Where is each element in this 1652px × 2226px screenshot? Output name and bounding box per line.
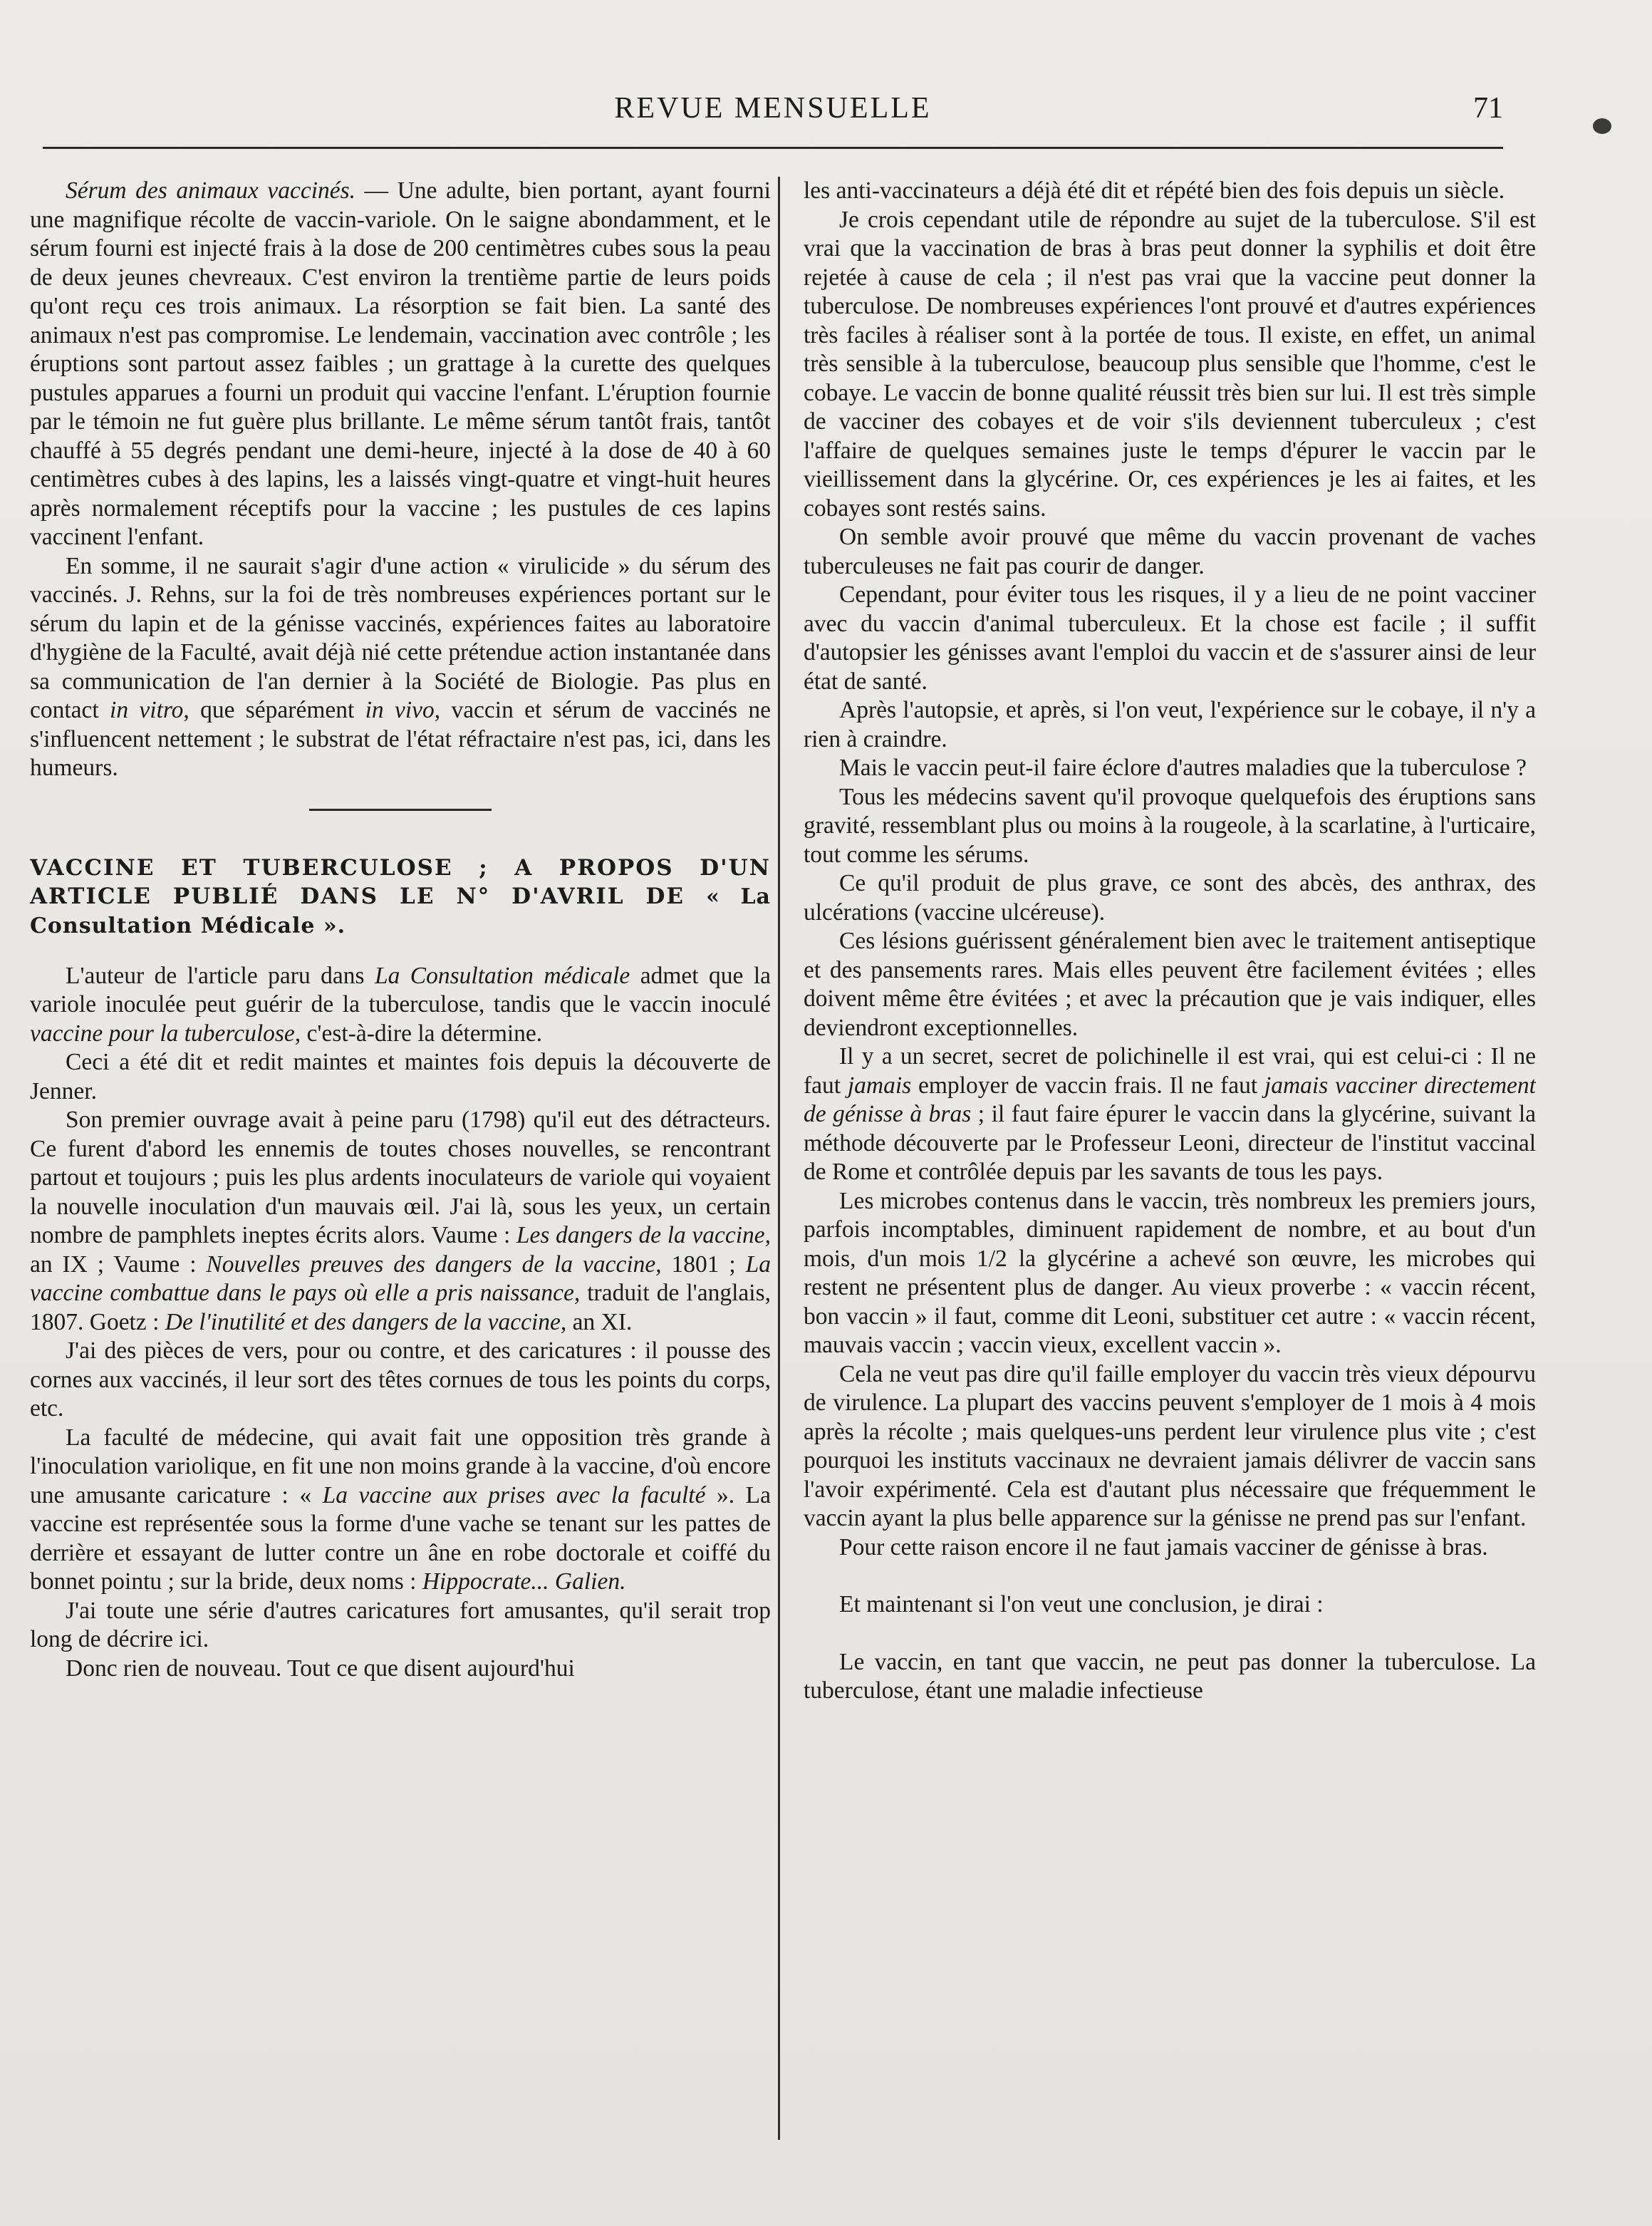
right-paragraph-10: Les microbes contenus dans le vaccin, très nombreux les premiers jours, parfois incomptables, diminuent rapidement de nombre, et au bout d'un mois, d'un mois 1/2 la glycérine a achevé son œuvre, les microbes qui restent ne présentent plus de danger. Au vieux proverbe : « vaccin récent, bon vaccin » il faut, comme dit Leoni, substituer cet autre : « vaccin récent, mauvais vaccin ; vaccin vieux, excellent vaccin ». [804,1187,1536,1358]
article-paragraph-5: La faculté de médecine, qui avait fait une opposition très grande à l'inoculation variolique, en fit une non moins grande à la vaccine, d'où encore une amusante caricature : « La vaccine aux prises avec la faculté ». La vaccine est représentée sous la forme d'une vache se tenant sur les pattes de derrière et essayant de lutter contre un âne en robe doctorale et coiffé du bonnet pointu ; sur la bride, deux noms : Hippocrate... Galien. [30,1424,771,1595]
column-divider [778,177,780,2140]
article-paragraph-3: Son premier ouvrage avait à peine paru (1798) qu'il eut des détracteurs. Ce furent d'abord les ennemis de toutes choses nouvelles, se rencontrant partout et toujours ; puis les plus ardents inoculateurs de variole qui voyaient la nouvelle inoculation d'un mauvais œil. J'ai là, sous les yeux, un certain nombre de pamphlets ineptes écrits alors. Vaume : Les dangers de la vaccine, an IX ; Vaume : Nouvelles preuves des dangers de la vaccine, 1801 ; La vaccine combattue dans le pays où elle a pris naissance, traduit de l'anglais, 1807. Goetz : De l'inutilité et des dangers de la vaccine, an XI. [30,1107,771,1335]
article-paragraph-1: L'auteur de l'article paru dans La Consultation médicale admet que la variole inoculée peut guérir de la tuberculose, tandis que le vaccin inoculé vaccine pour la tuberculose, c'est-à-dire la détermine. [30,962,771,1047]
right-paragraph-3: Cependant, pour éviter tous les risques, il y a lieu de ne point vacciner avec du vaccin d'animal tuberculeux. Et la chose est facile ; il suffit d'autopsier les génisses avant l'emploi du vaccin et de s'assurer ainsi de leur état de santé. [804,581,1536,695]
article-paragraph-4: J'ai des pièces de vers, pour ou contre, et des caricatures : il pousse des cornes aux vaccinés, il leur sort des têtes cornues de tous les points du corps, etc. [30,1337,771,1422]
running-header [43,91,1503,134]
left-column [30,177,771,2143]
right-paragraph-4: Après l'autopsie, et après, si l'on veut, l'expérience sur le cobaye, il n'y a rien à craindre. [804,697,1536,752]
serum-paragraph-1: Sérum des animaux vaccinés. — Une adulte, bien portant, ayant fourni une magnifique récolte de vaccin-variole. On le saigne abondamment, et le sérum fourni est injecté frais à la dose de 200 centimètres cubes sous la peau de deux jeunes chevreaux. C'est environ la trentième partie de leurs poids qu'ont reçu ces trois animaux. La résorption se fait bien. La santé des animaux n'est pas compromise. Le lendemain, vaccination avec contrôle ; les éruptions sont partout assez faibles ; un grattage à la curette des quelques pustules apparues a fourni un produit qui vaccine l'enfant. L'éruption fournie par le témoin ne fut guère plus brillante. Le même sérum tantôt frais, tantôt chauffé à 55 degrés pendant une demi-heure, injecté à la dose de 40 à 60 centimètres cubes à des lapins, les a laissés vingt-quatre et vingt-huit heures après normalement réceptifs pour la vaccine ; les pustules de ces lapins vaccinent l'enfant. [30,177,771,550]
right-paragraph-9: Il y a un secret, secret de polichinelle il est vrai, qui est celui-ci : Il ne faut jamais employer de vaccin frais. Il ne faut jamais vacciner directement de génisse à bras ; il faut faire épurer le vaccin dans la glycérine, suivant la méthode découverte par le Professeur Leoni, directeur de l'institut vaccinal de Rome et contrôlée depuis par les savants de tous les pays. [804,1043,1536,1185]
right-paragraph-6: Tous les médecins savent qu'il provoque quelquefois des éruptions sans gravité, ressemblant plus ou moins à la rougeole, à la scarlatine, à l'urticaire, tout comme les sérums. [804,783,1536,868]
ink-spot [1593,118,1611,134]
right-paragraph-0: les anti-vaccinateurs a déjà été dit et répété bien des fois depuis un siècle. [804,177,1505,204]
spacer [804,1562,1536,1590]
page-number: 71 [1473,92,1503,125]
right-paragraph-8: Ces lésions guérissent généralement bien avec le traitement antiseptique et des pansements rares. Mais elles peuvent être facilement évitées ; elles doivent même être évitées ; et avec la précaution que je vais indiquer, elles deviendront exceptionnelles. [804,928,1536,1041]
header-rule [43,147,1503,149]
article-paragraph-7: Donc rien de nouveau. Tout ce que disent aujourd'hui [66,1655,575,1682]
spacer [804,1620,1536,1648]
right-paragraph-5: Mais le vaccin peut-il faire éclore d'autres maladies que la tuberculose ? [839,755,1527,781]
section-divider [309,809,492,811]
conclusion-intro: Et maintenant si l'on veut une conclusion, je dirai : [839,1591,1324,1617]
right-paragraph-11: Cela ne veut pas dire qu'il faille employer du vaccin très vieux dépourvu de virulence. La plupart des vaccins peuvent s'employer de 1 mois à 4 mois après la récolte ; mais quelques-uns perdent leur virulence plus vite ; c'est pourquoi les instituts vaccinaux ne devraient jamais délivrer de vaccin sans l'avoir expérimenté. Cela est d'autant plus nécessaire que fréquemment le vaccin ayant la plus belle apparence sur la génisse ne prend pas sur l'enfant. [804,1360,1536,1531]
serum-paragraph-2: En somme, il ne saurait s'agir d'une action « virulicide » du sérum des vaccinés. J. Rehns, sur la foi de très nombreuses expériences portant sur le sérum du lapin et de la génisse vaccinés, expériences faites au laboratoire d'hygiène de la Faculté, avait déjà nié cette prétendue action instantanée dans sa communication de l'an dernier à la Société de Biologie. Pas plus en contact in vitro, que séparément in vivo, vaccin et sérum de vaccinés ne s'influencent nettement ; le substrat de l'état réfractaire n'est pas, ici, dans les humeurs. [30,552,771,781]
journal-title: REVUE MENSUELLE [614,92,932,125]
serum-section-label: Sérum des animaux vaccinés. [66,177,356,204]
conclusion-text: Le vaccin, en tant que vaccin, ne peut pas donner la tuberculose. La tuberculose, étant une maladie infectieuse [804,1648,1536,1704]
right-paragraph-1: Je crois cependant utile de répondre au sujet de la tuberculose. S'il est vrai que la vaccination de bras à bras peut donner la syphilis et doit être rejetée à cause de cela ; il n'est pas vrai que la vaccine peut donner la tuberculose. De nombreuses expériences l'ont prouvé et d'autres expériences très faciles à réaliser sont à la portée de tous. Il existe, en effet, un animal très sensible à la tuberculose, beaucoup plus sensible que l'homme, c'est le cobaye. Le vaccin de bonne qualité réussit très bien sur lui. Il est très simple de vacciner des cobayes et de voir s'ils deviennent tuberculeux ; c'est l'affaire de quelques semaines juste le temps d'épurer le vaccin par le vieillissement dans la glycérine. Or, ces expériences je les ai faites, et les cobayes sont restés sains. [804,206,1536,522]
article-paragraph-6: J'ai toute une série d'autres caricatures fort amusantes, qu'il serait trop long de décrire ici. [30,1597,771,1652]
right-paragraph-7: Ce qu'il produit de plus grave, ce sont des abcès, des anthrax, des ulcérations (vaccine ulcéreuse). [804,870,1536,926]
right-paragraph-12: Pour cette raison encore il ne faut jamais vacciner de génisse à bras. [839,1533,1488,1560]
right-column [804,177,1536,2143]
right-paragraph-2: On semble avoir prouvé que même du vaccin provenant de vaches tuberculeuses ne fait pas courir de danger. [804,524,1536,579]
article-paragraph-2: Ceci a été dit et redit maintes et maintes fois depuis la découverte de Jenner. [30,1049,771,1104]
article-heading: VACCINE ET TUBERCULOSE ; A PROPOS D'UN ARTICLE PUBLIÉ DANS LE N° D'AVRIL DE « La Consultation Médicale ». [30,854,771,938]
